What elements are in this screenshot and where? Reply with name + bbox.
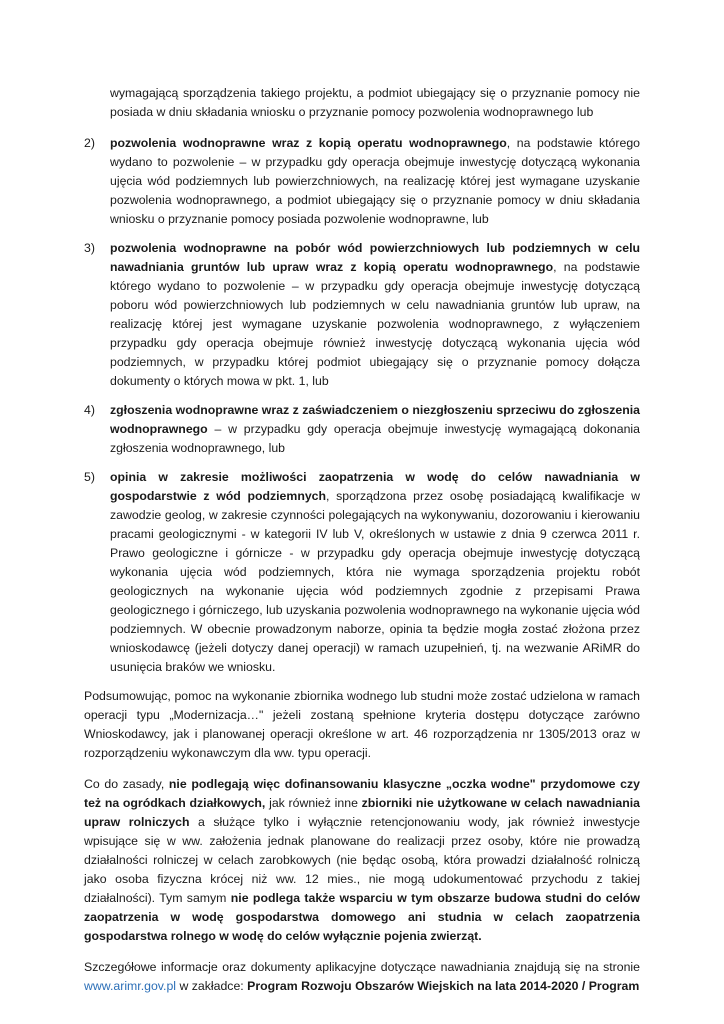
info-paragraph	[84, 958, 640, 996]
list-item	[84, 239, 640, 391]
continuation-text: wymagającą sporządzenia takiego projektu, a podmiot ubiegający się o przyznanie pomocy nie posiada w dniu składania wniosku o przyznanie pomocy pozwolenia wodnoprawnego lub	[110, 86, 640, 119]
para-bold: nie podlega także wsparciu w tym obszarze budowa studni do celów zaopatrzenia w wodę gospodarstwa domowego ani studnia w celach zaopatrzenia gospodarstwa rolnego w wodę do celów wyłącznie pojenia zwierząt.	[84, 891, 640, 943]
para-text: jak również inne	[265, 796, 362, 810]
list-number: 2)	[84, 136, 95, 150]
list-text: , sporządzona przez osobę posiadającą kwalifikacje w zawodzie geolog, w zakresie czynności polegających na wykonywaniu, dozorowaniu i kierowaniu pracami geologicznymi - w kategorii IV lub V, określonych w ustawie z dnia 9 czerwca 2011 r. Prawo geologiczne i górnicze - w przypadku gdy operacja obejmuje inwestycję dotyczącą wykonania ujęcia wód podziemnych, która nie wymaga sporządzenia projektu robót geologicznych na wykonanie ujęcia wód podziemnych zgodnie z przepisami Prawa geologicznego i górniczego, lub uzyskania pozwolenia wodnoprawnego na wykonanie ujęcia wód podziemnych. W obecnie prowadzonym naborze, opinia ta będzie mogła zostać złożona przez wnioskodawcę (jeżeli dotyczy danej operacji) w ramach uzupełnień, tj. na wezwanie ARiMR do usunięcia braków we wniosku.	[110, 489, 640, 674]
para-text: w zakładce:	[176, 979, 248, 993]
para-text: Co do zasady,	[84, 777, 169, 791]
list-body	[110, 134, 640, 229]
list-bold: opinia w zakresie możliwości zaopatrzenia w wodę do celów nawadniania w gospodarstwie z wód podziemnych	[110, 470, 640, 503]
list-number: 3)	[84, 241, 95, 255]
list-bold: pozwolenia wodnoprawne na pobór wód powierzchniowych lub podziemnych w celu nawadniania gruntów lub upraw wraz z kopią operatu wodnoprawnego	[110, 241, 640, 274]
summary-paragraph: Podsumowując, pomoc na wykonanie zbiornika wodnego lub studni może zostać udzielona w ramach operacji typu „Modernizacja…" jeżeli zostaną spełnione kryteria dostępu dotyczące zarówno Wnioskodawcy, jak i planowanej operacji określone w art. 46 rozporządzenia nr 1305/2013 oraz w rozporządzeniu wykonawczym dla ww. typu operacji.	[84, 689, 640, 760]
list-bold: pozwolenia wodnoprawne wraz z kopią operatu wodnoprawnego	[110, 136, 507, 150]
para-bold: zbiorniki nie użytkowane w celach nawadniania upraw rolniczych	[84, 796, 640, 829]
list-item	[84, 468, 640, 677]
arimr-link[interactable]: www.arimr.gov.pl	[84, 979, 177, 993]
list-number: 4)	[84, 403, 95, 417]
list-item	[84, 401, 640, 458]
list-body	[110, 468, 640, 677]
list-bold: zgłoszenia wodnoprawne wraz z zaświadczeniem o niezgłoszeniu sprzeciwu do zgłoszenia wodnoprawnego	[110, 403, 640, 436]
para-text: a służące tylko i wyłącznie retencjonowaniu wody, jak również inwestycje wpisujące się w ww. założenia jednak planowane do realizacji przez osoby, które nie prowadzą działalności rolniczej w celach zarobkowych (nie będąc osobą, która prowadzi działalność rolniczą jako osoba fizyczna krócej niż ww. 12 mies., nie mogą udokumentować przychodu z takiej działalności). Tym samym	[84, 815, 640, 905]
list-item	[84, 134, 640, 229]
list-body	[110, 239, 640, 391]
exclusions-paragraph	[84, 775, 640, 946]
list-text: , na podstawie którego wydano to pozwolenie – w przypadku gdy operacja obejmuje inwestycję dotyczącą wykonania ujęcia wód podziemnych lub powierzchniowych, na realizację której jest wymagane uzyskanie pozwolenia wodnoprawnego, a podmiot ubiegający się o przyznanie pomocy w dniu składania wniosku o przyznanie pomocy posiada pozwolenie wodnoprawne, lub	[110, 136, 640, 226]
para-bold: Program Rozwoju Obszarów Wiejskich na lata 2014-2020 / Program	[247, 979, 640, 993]
para-bold: nie podlegają więc dofinansowaniu klasyczne „oczka wodne" przydomowe czy też na ogródkach działkowych,	[84, 777, 640, 810]
list-number: 5)	[84, 470, 95, 484]
para-text: Szczegółowe informacje oraz dokumenty aplikacyjne dotyczące nawadniania znajdują się na stronie	[84, 960, 640, 974]
list-body	[110, 401, 640, 458]
list-text: , na podstawie którego wydano to pozwolenie – w przypadku gdy operacja obejmuje inwestycję dotyczącą poboru wód powierzchniowych lub podziemnych w celu nawadniania gruntów lub upraw, na realizację której jest wymagane uzyskanie pozwolenia wodnoprawnego, z wyłączeniem przypadku gdy operacja obejmuje również inwestycję dotyczącą wykonania ujęcia wód podziemnych, w przypadku której podmiot ubiegający się o przyznanie pomocy dołącza dokumenty o których mowa w pkt. 1, lub	[110, 260, 640, 388]
list-text: – w przypadku gdy operacja obejmuje inwestycję wymagającą dokonania zgłoszenia wodnoprawnego, lub	[110, 422, 640, 455]
